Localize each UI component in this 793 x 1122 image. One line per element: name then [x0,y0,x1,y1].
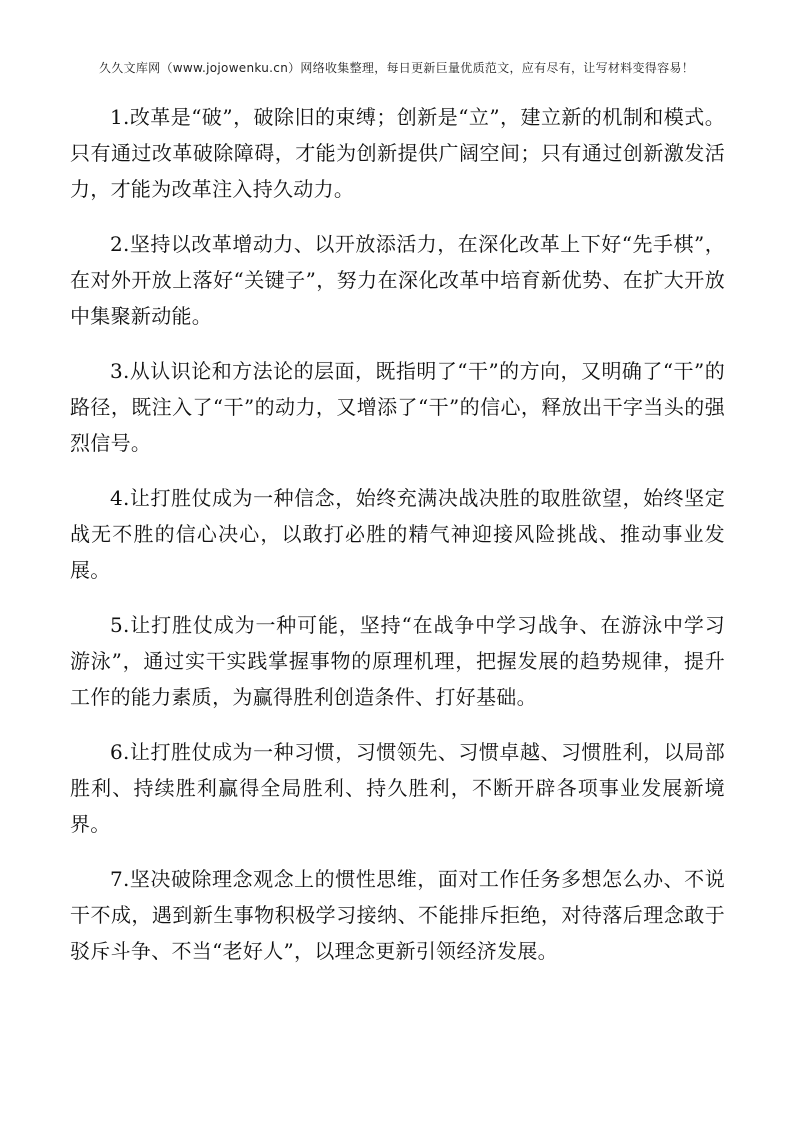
paragraph-3: 3.从认识论和方法论的层面，既指明了“干”的方向，又明确了“干”的路径，既注入了“干”的动力，又增添了“干”的信心，释放出干字当头的强烈信号。 [70,359,725,455]
document-body [70,99,725,988]
paragraph-5: 5.让打胜仗成为一种可能，坚持“在战争中学习战争、在游泳中学习游泳”，通过实干实践掌握事物的原理机理，把握发展的趋势规律，提升工作的能力素质，为赢得胜利创造条件、打好基础。 [70,613,725,709]
paragraph-1: 1.改革是“破”，破除旧的束缚；创新是“立”，建立新的机制和模式。只有通过改革破除障碍，才能为创新提供广阔空间；只有通过创新激发活力，才能为改革注入持久动力。 [70,105,725,201]
paragraph-4: 4.让打胜仗成为一种信念，始终充满决战决胜的取胜欲望，始终坚定战无不胜的信心决心，以敢打必胜的精气神迎接风险挑战、推动事业发展。 [70,486,725,582]
page-header: 久久文库网（www.jojowenku.cn）网络收集整理，每日更新巨量优质范文，应有尽有，让写材料变得容易！ [98,61,695,75]
paragraph-7: 7.坚决破除理念观念上的惯性思维，面对工作任务多想怎么办、不说干不成，遇到新生事物积极学习接纳、不能排斥拒绝，对待落后理念敢于驳斥斗争、不当“老好人”，以理念更新引领经济发展。 [70,867,725,963]
paragraph-2: 2.坚持以改革增动力、以开放添活力，在深化改革上下好“先手棋”，在对外开放上落好“关键子”，努力在深化改革中培育新优势、在扩大开放中集聚新动能。 [70,232,725,328]
paragraph-6: 6.让打胜仗成为一种习惯，习惯领先、习惯卓越、习惯胜利，以局部胜利、持续胜利赢得全局胜利、持久胜利，不断开辟各项事业发展新境界。 [70,740,725,836]
